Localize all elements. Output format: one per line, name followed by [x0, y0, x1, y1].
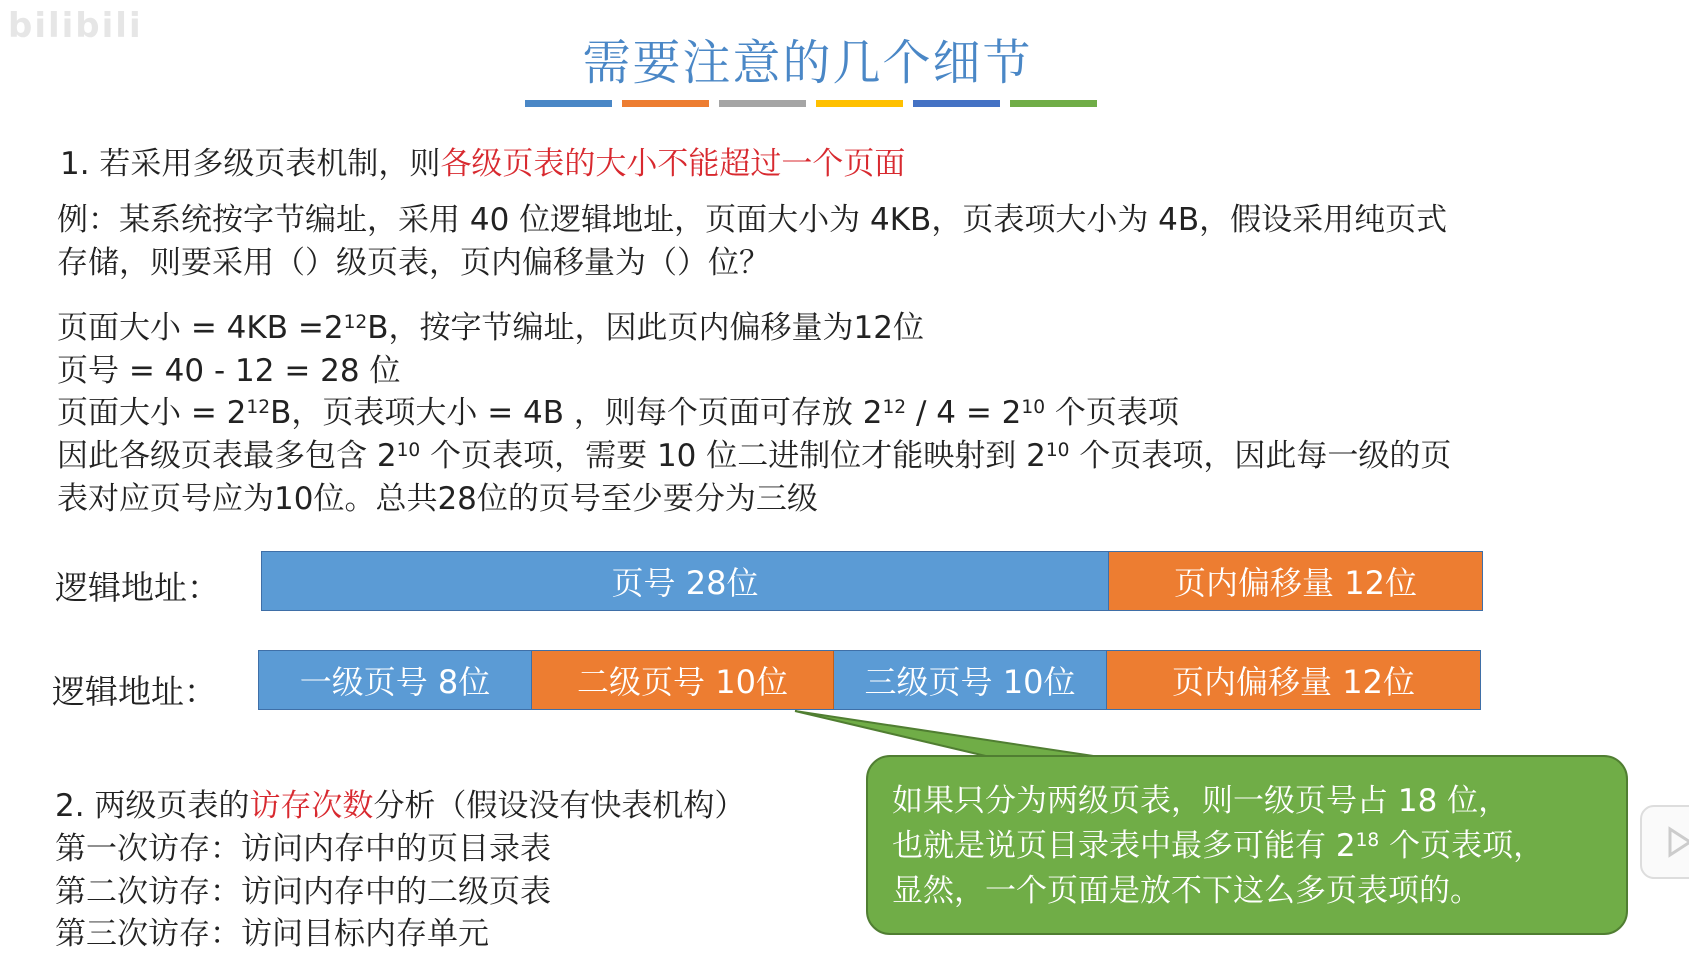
video-play-button[interactable]: [1640, 805, 1689, 879]
callout-line1: 如果只分为两级页表，则一级页号占 18 位，: [892, 783, 1510, 819]
slide-title: 需要注意的几个细节: [582, 35, 1033, 91]
point2-line2: 第二次访存：访问内存中的二级页表: [55, 874, 551, 910]
address2-offset-segment: 页内偏移量 12位: [1107, 651, 1480, 709]
address2-level1-segment: 一级页号 8位: [259, 651, 532, 709]
point1-prefix: 1. 若采用多级页表机制，则: [60, 146, 441, 182]
callout-line2: 也就是说页目录表中最多可能有 $2^{18}$ 个页表项，: [892, 828, 1545, 864]
solution-line5: 表对应页号应为10位。总共28位的页号至少要分为三级: [57, 481, 818, 517]
address2-level3-segment: 三级页号 10位: [834, 651, 1107, 709]
address1-page-number-segment: 页号 28位: [262, 552, 1109, 610]
address1-offset-segment: 页内偏移量 12位: [1109, 552, 1482, 610]
point2-line3: 第三次访存：访问目标内存单元: [55, 916, 489, 952]
play-icon: [1642, 807, 1689, 877]
point1-highlight: 各级页表的大小不能超过一个页面: [440, 146, 906, 182]
point2-heading: 2. 两级页表的访存次数分析（假设没有快表机构）: [55, 788, 746, 824]
solution-line4: 因此各级页表最多包含 $2^{10}$ 个页表项，需要 10 位二进制位才能映射到 $2^{10}$ 个页表项，因此每一级的页: [57, 438, 1452, 474]
point2-line1: 第一次访存：访问内存中的页目录表: [55, 831, 551, 867]
watermark-logo: bilibili: [8, 6, 143, 46]
solution-line3: 页面大小 = $2^{12}B$，页表项大小 = 4B ，则每个页面可存放 $2^{12} / 4 = 2^{10}$ 个页表项: [57, 395, 1179, 431]
address2-label: 逻辑地址：: [52, 672, 217, 711]
address2-level2-segment: 二级页号 10位: [532, 651, 834, 709]
solution-line2: 页号 = 40 - 12 = 28 位: [57, 353, 401, 389]
callout-box: [866, 755, 1628, 935]
callout-line3: 显然，一个页面是放不下这么多页表项的。: [892, 873, 1481, 909]
example-line1: 例：某系统按字节编址，采用 40 位逻辑地址，页面大小为 4KB，页表项大小为 4B，假设采用纯页式: [57, 202, 1448, 238]
example-line2: 存储，则要采用（）级页表，页内偏移量为（）位？: [57, 245, 770, 281]
solution-line1: 页面大小 = $4KB =2^{12}B$，按字节编址，因此页内偏移量为12位: [57, 310, 924, 346]
address1-label: 逻辑地址：: [55, 568, 220, 607]
